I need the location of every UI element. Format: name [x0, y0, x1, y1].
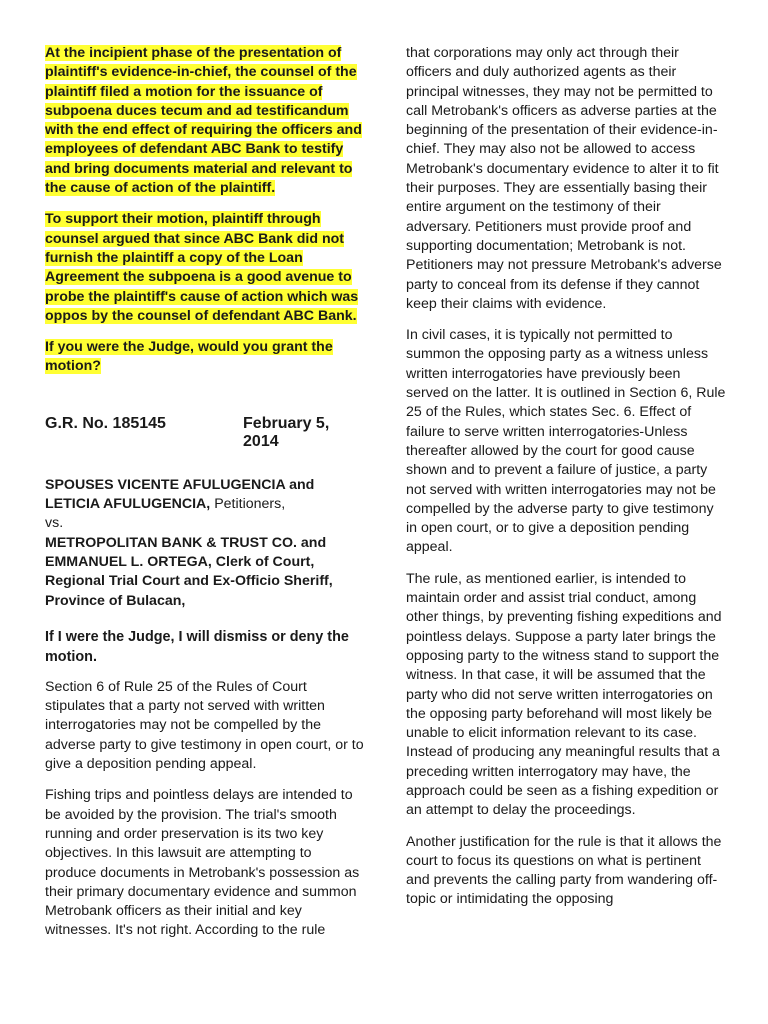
versus: vs.	[45, 515, 64, 532]
question-paragraph-3	[45, 338, 365, 377]
highlighted-text: To support their motion, plaintiff through counsel argued that since ABC Bank did not furnish the plaintiff a copy of the Loan Agreement the subpoena is a good avenue to probe the plaintiff's cause of action which was oppos by the counsel of defendant ABC Bank.	[45, 211, 359, 324]
case-reference	[45, 415, 365, 451]
right-paragraph-1: that corporations may only act through their officers and duly authorized agents as their principal witnesses, they may not be permitted to call Metrobank's officers as adverse parties at the beginning of the presentation of their evidence-in-chief. They may also not be allowed to access Metrobank's documentary evidence to alter it to fit their purposes. They are essentially basing their entire argument on the testimony of their adversary. Petitioners must provide proof and supporting documentation; Metrobank is not. Petitioners may not pressure Metrobank's adverse party to conceal from its defense if they cannot keep their claims with evidence.	[406, 45, 722, 312]
question-paragraph-1	[45, 44, 365, 198]
right-column	[406, 44, 726, 922]
petitioners-names: SPOUSES VICENTE AFULUGENCIA and LETICIA AFULUGENCIA,	[45, 476, 315, 513]
answer-paragraph-1: Section 6 of Rule 25 of the Rules of Court stipulates that a party not served with written interrogatories may not be compelled by the adverse party to give testimony in open court, or to give a deposition pending appeal.	[45, 678, 364, 773]
respondents: METROPOLITAN BANK & TRUST CO. and EMMANUEL L. ORTEGA, Clerk of Court, Regional Trial Court and Ex-Officio Sheriff, Province of Bulacan,	[45, 534, 333, 609]
petitioners	[45, 476, 365, 515]
right-paragraph-2: In civil cases, it is typically not permitted to summon the opposing party as a witness unless written interrogatories have previously been served on the latter. It is outlined in Section 6, Rule 25 of the Rules, which states Sec. 6. Effect of failure to serve written interrogatories-Unless thereafter allowed by the court for good cause shown and to prevent a failure of justice, a party not served with written interrogatories may not be compelled by the adverse party to give testimony in open court, or to give a deposition pending appeal.	[406, 327, 726, 556]
question-paragraph-2	[45, 210, 365, 326]
highlighted-text: At the incipient phase of the presentation of plaintiff's evidence-in-chief, the counsel of the plaintiff filed a motion for the issuance of subpoena duces tecum and ad testificandum with the end effect of requiring the officers and employees of defendant ABC Bank to testify and bring documents material and relevant to the cause of action of the plaintiff.	[45, 45, 362, 197]
highlighted-text: If you were the Judge, would you grant the motion?	[45, 339, 333, 375]
right-paragraph-3: The rule, as mentioned earlier, is intended to maintain order and assist trial conduct, among other things, by preventing fishing expeditions and pointless delays. Suppose a party later brings the opposing party to the witness stand to support the witness. In that case, it will be assumed that the party who did not serve written interrogatories on the opposing party beforehand will most likely be unable to elicit information relevant to its case. Instead of producing any meaningful results that a preceding written interrogatory may have, the approach could be seen as a fishing expedition or an attempt to delay the proceedings.	[406, 570, 722, 819]
petitioners-role: Petitioners,	[210, 496, 286, 513]
right-paragraph-4: Another justification for the rule is that it allows the court to focus its questions on what is pertinent and prevents the calling party from wandering off-topic or intimidating the opposing	[406, 833, 722, 908]
case-date: February 5, 2014	[243, 414, 330, 450]
answer-heading: If I were the Judge, I will dismiss or deny the motion.	[45, 628, 349, 665]
answer-paragraph-2: Fishing trips and pointless delays are intended to be avoided by the provision. The trial's smooth running and order preservation is its two key objectives. In this lawsuit are attempting to produce documents in Metrobank's possession as their primary documentary evidence and summon Metrobank officers as their initial and key witnesses. It's not right. According to the rule	[45, 787, 360, 939]
case-number: G.R. No. 185145	[45, 414, 166, 432]
left-column	[45, 44, 365, 953]
